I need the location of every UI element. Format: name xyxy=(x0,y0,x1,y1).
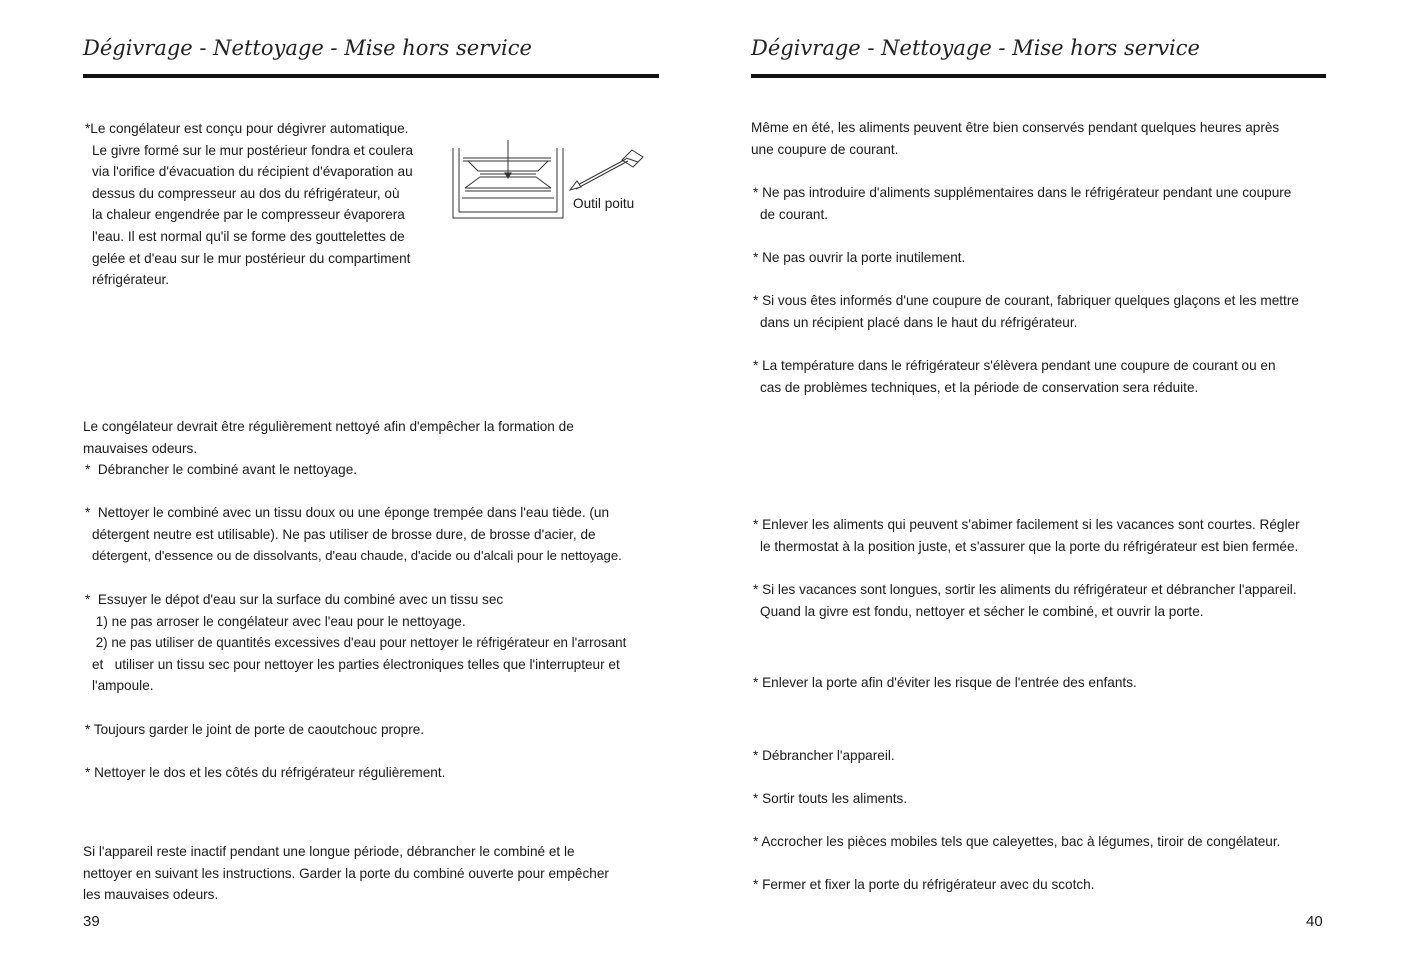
power-outage-item: * Ne pas ouvrir la porte inutilement. xyxy=(753,250,966,265)
cleaning-wipe-item: * Essuyer le dépot d'eau sur la surface du combiné avec un tissu sec 1) ne pas arroser le congélateur avec l'eau pour le nettoyage. 2) ne pas utiliser de quantités excessives d'eau pour nettoyer le réfrigérateur en l'arrosant et utiliser un tissu sec pour nettoyer les parties électroniques telles que l'interrupteur et l'ampoule. xyxy=(85,592,627,694)
vacation-item: * Enlever les aliments qui peuvent s'abimer facilement si les vacances sont courtes. Régler le thermostat à la position juste, et s'assurer que la porte du réfrigérateur est bien fermée. xyxy=(753,517,1300,554)
moving-item: * Débrancher l'appareil. xyxy=(753,748,895,763)
moving-item: * Fermer et fixer la porte du réfrigérateur avec du scotch. xyxy=(753,877,1095,892)
left-page-title: Dégivrage - Nettoyage - Mise hors service xyxy=(83,36,532,60)
cleaning-cloth-item: * Nettoyer le combiné avec un tissu doux ou une éponge trempée dans l'eau tiède. (un détergent neutre est utilisable). Ne pas utiliser de brosse dure, de brosse d'acier, de détergent, d'essence ou de dissolvants, d'eau chaude, d'acide ou d'alcali pour le nettoyage. xyxy=(85,505,622,564)
right-title-rule xyxy=(751,74,1326,78)
defrost-paragraph: *Le congélateur est conçu pour dégivrer automatique. Le givre formé sur le mur postérieur fondra et coulera via l'orifice d'évacuation du récipient d'évaporation au dessus du compresseur au dos du réfrigérateur, où la chaleur engendrée par le compresseur évaporera l'eau. Il est normal qu'il se forme des gouttelettes de gelée et d'eau sur le mur postérieur du compartiment réfrigérateur. xyxy=(85,121,414,288)
moving-item: * Accrocher les pièces mobiles tels que caleyettes, bac à légumes, tiroir de congélateur. xyxy=(753,834,1281,849)
vacation-item: * Si les vacances sont longues, sortir les aliments du réfrigérateur et débrancher l'appareil. Quand la givre est fondu, nettoyer et sécher le combiné, et ouvrir la porte. xyxy=(753,582,1297,619)
cleaning-back-sides-item: * Nettoyer le dos et les côtés du réfrigérateur régulièrement. xyxy=(85,765,446,780)
moving-item: * Sortir touts les aliments. xyxy=(753,791,908,806)
page-number: 39 xyxy=(83,913,100,930)
cleaning-section: Le congélateur devrait être régulièrement nettoyé afin d'empêcher la formation de mauvaises odeurs. * Débrancher le combiné avant le nettoyage. xyxy=(83,416,673,481)
right-page xyxy=(701,0,1402,954)
figure-caption: Outil poitu xyxy=(573,196,635,211)
inactive-paragraph: Si l'appareil reste inactif pendant une longue période, débrancher le combiné et le nettoyer en suivant les instructions. Garder la porte du combiné ouverte pour empêcher les mauvaises odeurs. xyxy=(83,844,609,903)
page-number: 40 xyxy=(1306,913,1323,930)
power-outage-intro: Même en été, les aliments peuvent être bien conservés pendant quelques heures après une coupure de courant. xyxy=(751,120,1280,157)
cleaning-unplug-item: * Débrancher le combiné avant le nettoyage. xyxy=(85,462,358,478)
disposal-item: * Enlever la porte afin d'éviter les risque de l'entrée des enfants. xyxy=(753,675,1137,690)
power-outage-item: * Si vous êtes informés d'une coupure de courant, fabriquer quelques glaçons et les mettre dans un récipient placé dans le haut du réfrigérateur. xyxy=(753,293,1299,330)
cleaning-gasket-item: * Toujours garder le joint de porte de caoutchouc propre. xyxy=(85,722,425,737)
power-outage-item: * Ne pas introduire d'aliments supplémentaires dans le réfrigérateur pendant une coupure de courant. xyxy=(753,185,1292,222)
power-outage-item: * La température dans le réfrigérateur s'élèvera pendant une coupure de courant ou en cas de problèmes techniques, et la période de conservation sera réduite. xyxy=(753,358,1276,395)
right-page-title: Dégivrage - Nettoyage - Mise hors service xyxy=(751,36,1200,60)
left-title-rule xyxy=(83,74,659,78)
